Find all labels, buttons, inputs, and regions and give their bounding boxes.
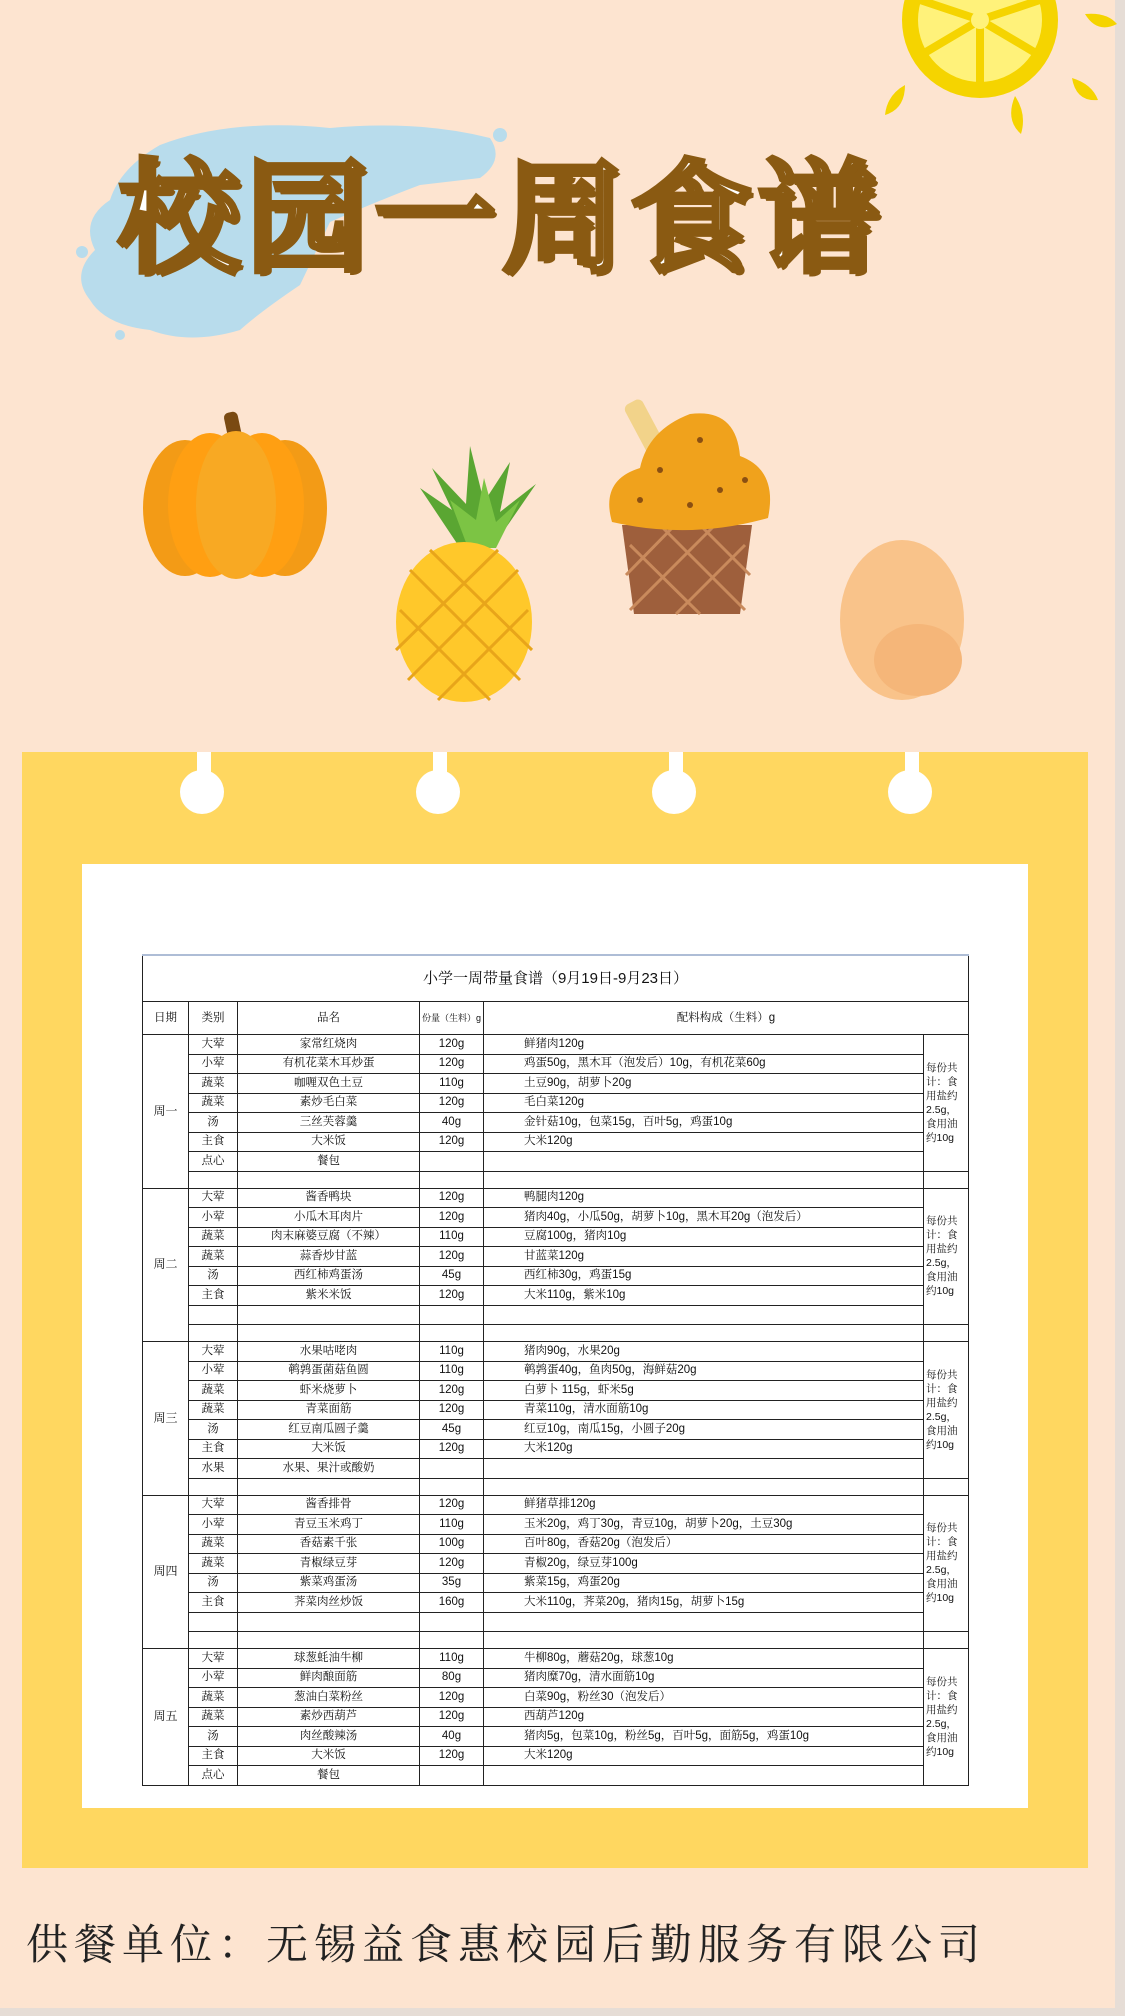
portion-cell [420, 1305, 484, 1325]
spacer-cell [189, 1632, 238, 1649]
spacer-cell [189, 1478, 238, 1495]
spacer-cell [420, 1478, 484, 1495]
ingredients-cell: 大米120g [484, 1746, 924, 1766]
nutrition-note: 每份共计：食用盐约2.5g，食用油约10g [924, 1649, 969, 1786]
category-cell: 蔬菜 [189, 1534, 238, 1554]
menu-row [143, 1766, 969, 1786]
ingredients-cell: 大米110g，荠菜20g，猪肉15g，胡萝卜15g [484, 1593, 924, 1613]
category-cell: 大荤 [189, 1649, 238, 1669]
spacer-cell [238, 1478, 420, 1495]
dish-cell: 大米饭 [238, 1746, 420, 1766]
portion-cell: 120g [420, 1400, 484, 1420]
menu-paper [82, 864, 1028, 1808]
menu-row [143, 1188, 969, 1208]
calendar-ring [416, 752, 464, 814]
spacer-cell [924, 1478, 969, 1495]
portion-cell: 80g [420, 1668, 484, 1688]
dish-cell: 鹌鹑蛋菌菇鱼圆 [238, 1361, 420, 1381]
bottom-edge-strip [0, 2008, 1125, 2016]
menu-row [143, 1305, 969, 1325]
menu-row [143, 1459, 969, 1479]
dish-cell: 蒜香炒甘蓝 [238, 1247, 420, 1267]
menu-row [143, 1093, 969, 1113]
portion-cell: 120g [420, 1688, 484, 1708]
dish-cell: 紫菜鸡蛋汤 [238, 1573, 420, 1593]
dish-cell: 餐包 [238, 1152, 420, 1172]
ingredients-cell: 西葫芦120g [484, 1707, 924, 1727]
category-cell: 大荤 [189, 1188, 238, 1208]
menu-row [143, 1152, 969, 1172]
day-spacer-row [143, 1478, 969, 1495]
supplier-text: 供餐单位：无锡益食惠校园后勤服务有限公司 [26, 1920, 987, 1969]
category-cell: 主食 [189, 1746, 238, 1766]
category-cell: 大荤 [189, 1495, 238, 1515]
menu-row [143, 1515, 969, 1535]
ingredients-cell: 猪肉40g，小瓜50g，胡萝卜10g，黑木耳20g（泡发后） [484, 1208, 924, 1228]
portion-cell: 120g [420, 1208, 484, 1228]
spacer-cell [238, 1325, 420, 1342]
ingredients-cell: 鹌鹑蛋40g，鱼肉50g，海鲜菇20g [484, 1361, 924, 1381]
portion-cell: 120g [420, 1054, 484, 1074]
ice-cream-icon [609, 397, 770, 614]
menu-row [143, 1727, 969, 1747]
dish-cell: 有机花菜木耳炒蛋 [238, 1054, 420, 1074]
day-spacer-row [143, 1632, 969, 1649]
menu-row [143, 1420, 969, 1440]
category-cell: 大荤 [189, 1342, 238, 1362]
ingredients-cell: 玉米20g，鸡丁30g，青豆10g，胡萝卜20g，土豆30g [484, 1515, 924, 1535]
portion-cell: 110g [420, 1227, 484, 1247]
ingredients-cell: 大米120g [484, 1132, 924, 1152]
menu-row [143, 1707, 969, 1727]
ingredients-cell: 金针菇10g，包菜15g，百叶5g，鸡蛋10g [484, 1113, 924, 1133]
portion-cell: 40g [420, 1727, 484, 1747]
nutrition-note: 每份共计：食用盐约2.5g，食用油约10g [924, 1035, 969, 1172]
category-cell: 汤 [189, 1266, 238, 1286]
egg-shadow [874, 624, 962, 696]
dish-cell: 素炒西葫芦 [238, 1707, 420, 1727]
dish-cell [238, 1612, 420, 1632]
spacer-cell [924, 1632, 969, 1649]
category-cell: 主食 [189, 1439, 238, 1459]
category-cell: 小荤 [189, 1361, 238, 1381]
portion-cell: 120g [420, 1188, 484, 1208]
ingredients-cell: 猪肉糜70g，清水面筋10g [484, 1668, 924, 1688]
menu-row [143, 1227, 969, 1247]
spacer-cell [238, 1632, 420, 1649]
category-cell: 小荤 [189, 1668, 238, 1688]
menu-row [143, 1593, 969, 1613]
dish-cell: 酱香排骨 [238, 1495, 420, 1515]
menu-row [143, 1495, 969, 1515]
dish-cell: 虾米烧萝卜 [238, 1381, 420, 1401]
calendar-ring [652, 752, 700, 814]
category-cell: 汤 [189, 1573, 238, 1593]
nutrition-note: 每份共计：食用盐约2.5g，食用油约10g [924, 1342, 969, 1479]
spacer-cell [420, 1632, 484, 1649]
portion-cell: 120g [420, 1035, 484, 1055]
portion-cell: 120g [420, 1286, 484, 1306]
menu-title: 小学一周带量食谱（9月19日-9月23日） [143, 955, 969, 1002]
dish-cell: 水果咕咾肉 [238, 1342, 420, 1362]
dish-cell: 西红柿鸡蛋汤 [238, 1266, 420, 1286]
portion-cell [420, 1612, 484, 1632]
menu-row [143, 1266, 969, 1286]
dish-cell: 小瓜木耳肉片 [238, 1208, 420, 1228]
ingredients-cell: 猪肉90g，水果20g [484, 1342, 924, 1362]
spacer-cell [484, 1325, 924, 1342]
portion-cell [420, 1459, 484, 1479]
ingredients-cell: 大米120g [484, 1439, 924, 1459]
dish-cell: 香菇素千张 [238, 1534, 420, 1554]
category-cell: 汤 [189, 1113, 238, 1133]
ingredients-cell: 土豆90g，胡萝卜20g [484, 1074, 924, 1094]
menu-row [143, 1534, 969, 1554]
menu-row [143, 1361, 969, 1381]
dish-cell: 素炒毛白菜 [238, 1093, 420, 1113]
ingredients-cell: 白萝卜 115g，虾米5g [484, 1381, 924, 1401]
day-label: 周三 [143, 1342, 189, 1496]
day-label: 周二 [143, 1188, 189, 1342]
portion-cell: 120g [420, 1439, 484, 1459]
portion-cell [420, 1152, 484, 1172]
dish-cell: 球葱蚝油牛柳 [238, 1649, 420, 1669]
day-spacer-row [143, 1171, 969, 1188]
spacer-cell [484, 1171, 924, 1188]
day-spacer-row [143, 1325, 969, 1342]
menu-row [143, 1400, 969, 1420]
portion-cell: 110g [420, 1342, 484, 1362]
portion-cell: 120g [420, 1132, 484, 1152]
menu-row [143, 1074, 969, 1094]
category-cell: 蔬菜 [189, 1093, 238, 1113]
dish-cell: 咖喱双色土豆 [238, 1074, 420, 1094]
menu-row [143, 1439, 969, 1459]
category-cell: 蔬菜 [189, 1381, 238, 1401]
category-cell: 点心 [189, 1766, 238, 1786]
menu-row [143, 1054, 969, 1074]
ingredients-cell: 青菜110g，清水面筋10g [484, 1400, 924, 1420]
ingredients-cell: 西红柿30g，鸡蛋15g [484, 1266, 924, 1286]
spacer-cell [189, 1171, 238, 1188]
poster-title: 校园一周食谱 [118, 148, 886, 290]
menu-row [143, 1286, 969, 1306]
menu-table [142, 954, 969, 1786]
header-category: 类别 [189, 1002, 238, 1035]
portion-cell: 100g [420, 1534, 484, 1554]
category-cell: 大荤 [189, 1035, 238, 1055]
ingredients-cell: 甘蓝菜120g [484, 1247, 924, 1267]
category-cell [189, 1305, 238, 1325]
category-cell [189, 1612, 238, 1632]
menu-row [143, 1113, 969, 1133]
category-cell: 主食 [189, 1593, 238, 1613]
spacer-cell [420, 1171, 484, 1188]
menu-row [143, 1247, 969, 1267]
portion-cell: 120g [420, 1093, 484, 1113]
day-label: 周一 [143, 1035, 189, 1189]
portion-cell: 40g [420, 1113, 484, 1133]
calendar-ring [888, 752, 936, 814]
calendar-ring [180, 752, 228, 814]
menu-header-row [143, 1002, 969, 1035]
dish-cell: 家常红烧肉 [238, 1035, 420, 1055]
spacer-cell [189, 1325, 238, 1342]
spacer-cell [924, 1325, 969, 1342]
ingredients-cell: 豆腐100g，猪肉10g [484, 1227, 924, 1247]
category-cell: 主食 [189, 1132, 238, 1152]
menu-row [143, 1688, 969, 1708]
portion-cell: 110g [420, 1649, 484, 1669]
portion-cell: 110g [420, 1515, 484, 1535]
portion-cell: 110g [420, 1074, 484, 1094]
ingredients-cell: 牛柳80g，蘑菇20g，球葱10g [484, 1649, 924, 1669]
ingredients-cell: 红豆10g，南瓜15g，小圆子20g [484, 1420, 924, 1440]
portion-cell: 45g [420, 1420, 484, 1440]
menu-row [143, 1573, 969, 1593]
dish-cell: 紫米米饭 [238, 1286, 420, 1306]
portion-cell [420, 1766, 484, 1786]
menu-row [143, 1208, 969, 1228]
category-cell: 小荤 [189, 1054, 238, 1074]
menu-row [143, 1132, 969, 1152]
portion-cell: 110g [420, 1361, 484, 1381]
category-cell: 蔬菜 [189, 1227, 238, 1247]
dish-cell: 红豆南瓜圆子羹 [238, 1420, 420, 1440]
ingredients-cell: 鸭腿肉120g [484, 1188, 924, 1208]
portion-cell: 35g [420, 1573, 484, 1593]
ingredients-cell [484, 1305, 924, 1325]
category-cell: 蔬菜 [189, 1074, 238, 1094]
ingredients-cell [484, 1612, 924, 1632]
portion-cell: 120g [420, 1746, 484, 1766]
ingredients-cell: 鲜猪肉120g [484, 1035, 924, 1055]
dish-cell: 大米饭 [238, 1132, 420, 1152]
dish-cell: 餐包 [238, 1766, 420, 1786]
portion-cell: 120g [420, 1554, 484, 1574]
spacer-cell [484, 1632, 924, 1649]
portion-cell: 120g [420, 1381, 484, 1401]
category-cell: 蔬菜 [189, 1688, 238, 1708]
nutrition-note: 每份共计：食用盐约2.5g，食用油约10g [924, 1188, 969, 1325]
portion-cell: 120g [420, 1707, 484, 1727]
ingredients-cell: 鲜猪草排120g [484, 1495, 924, 1515]
pumpkin-icon [143, 411, 327, 579]
header-date: 日期 [143, 1002, 189, 1035]
dish-cell: 葱油白菜粉丝 [238, 1688, 420, 1708]
ingredients-cell: 猪肉5g，包菜10g，粉丝5g，百叶5g，面筋5g，鸡蛋10g [484, 1727, 924, 1747]
spacer-cell [484, 1478, 924, 1495]
category-cell: 蔬菜 [189, 1247, 238, 1267]
header-ingredients: 配料构成（生料）g [484, 1002, 969, 1035]
menu-row [143, 1746, 969, 1766]
category-cell: 蔬菜 [189, 1707, 238, 1727]
ingredients-cell [484, 1766, 924, 1786]
ingredients-cell: 百叶80g，香菇20g（泡发后） [484, 1534, 924, 1554]
dish-cell: 肉末麻婆豆腐（不辣） [238, 1227, 420, 1247]
category-cell: 汤 [189, 1727, 238, 1747]
portion-cell: 120g [420, 1247, 484, 1267]
dish-cell [238, 1305, 420, 1325]
ingredients-cell: 青椒20g，绿豆芽100g [484, 1554, 924, 1574]
menu-row [143, 1649, 969, 1669]
category-cell: 点心 [189, 1152, 238, 1172]
day-label: 周五 [143, 1649, 189, 1786]
category-cell: 小荤 [189, 1208, 238, 1228]
day-label: 周四 [143, 1495, 189, 1649]
ingredients-cell: 紫菜15g，鸡蛋20g [484, 1573, 924, 1593]
category-cell: 蔬菜 [189, 1400, 238, 1420]
ingredients-cell: 毛白菜120g [484, 1093, 924, 1113]
ingredients-cell [484, 1459, 924, 1479]
header-dish: 品名 [238, 1002, 420, 1035]
spacer-cell [420, 1325, 484, 1342]
category-cell: 蔬菜 [189, 1554, 238, 1574]
header-portion: 份量（生料）g [420, 1002, 484, 1035]
dish-cell: 青豆玉米鸡丁 [238, 1515, 420, 1535]
portion-cell: 160g [420, 1593, 484, 1613]
menu-row [143, 1612, 969, 1632]
dish-cell: 大米饭 [238, 1439, 420, 1459]
dish-cell: 青椒绿豆芽 [238, 1554, 420, 1574]
category-cell: 水果 [189, 1459, 238, 1479]
menu-row [143, 1035, 969, 1055]
dish-cell: 荠菜肉丝炒饭 [238, 1593, 420, 1613]
portion-cell: 120g [420, 1495, 484, 1515]
ingredients-cell [484, 1152, 924, 1172]
ingredients-cell: 白菜90g，粉丝30（泡发后） [484, 1688, 924, 1708]
spacer-cell [924, 1171, 969, 1188]
nutrition-note: 每份共计：食用盐约2.5g，食用油约10g [924, 1495, 969, 1632]
pineapple-icon [396, 446, 536, 702]
portion-cell: 45g [420, 1266, 484, 1286]
calendar-board [22, 752, 1088, 1868]
menu-row [143, 1381, 969, 1401]
category-cell: 主食 [189, 1286, 238, 1306]
dish-cell: 水果、果汁或酸奶 [238, 1459, 420, 1479]
dish-cell: 肉丝酸辣汤 [238, 1727, 420, 1747]
menu-row [143, 1554, 969, 1574]
ingredients-cell: 大米110g，紫米10g [484, 1286, 924, 1306]
dish-cell: 酱香鸭块 [238, 1188, 420, 1208]
menu-row [143, 1342, 969, 1362]
ingredients-cell: 鸡蛋50g，黑木耳（泡发后）10g，有机花菜60g [484, 1054, 924, 1074]
spacer-cell [238, 1171, 420, 1188]
dish-cell: 三丝芙蓉羹 [238, 1113, 420, 1133]
category-cell: 汤 [189, 1420, 238, 1440]
dish-cell: 青菜面筋 [238, 1400, 420, 1420]
decor-layer [0, 0, 1125, 720]
lemon-icon [885, 0, 1117, 134]
dish-cell: 鲜肉酿面筋 [238, 1668, 420, 1688]
menu-row [143, 1668, 969, 1688]
category-cell: 小荤 [189, 1515, 238, 1535]
